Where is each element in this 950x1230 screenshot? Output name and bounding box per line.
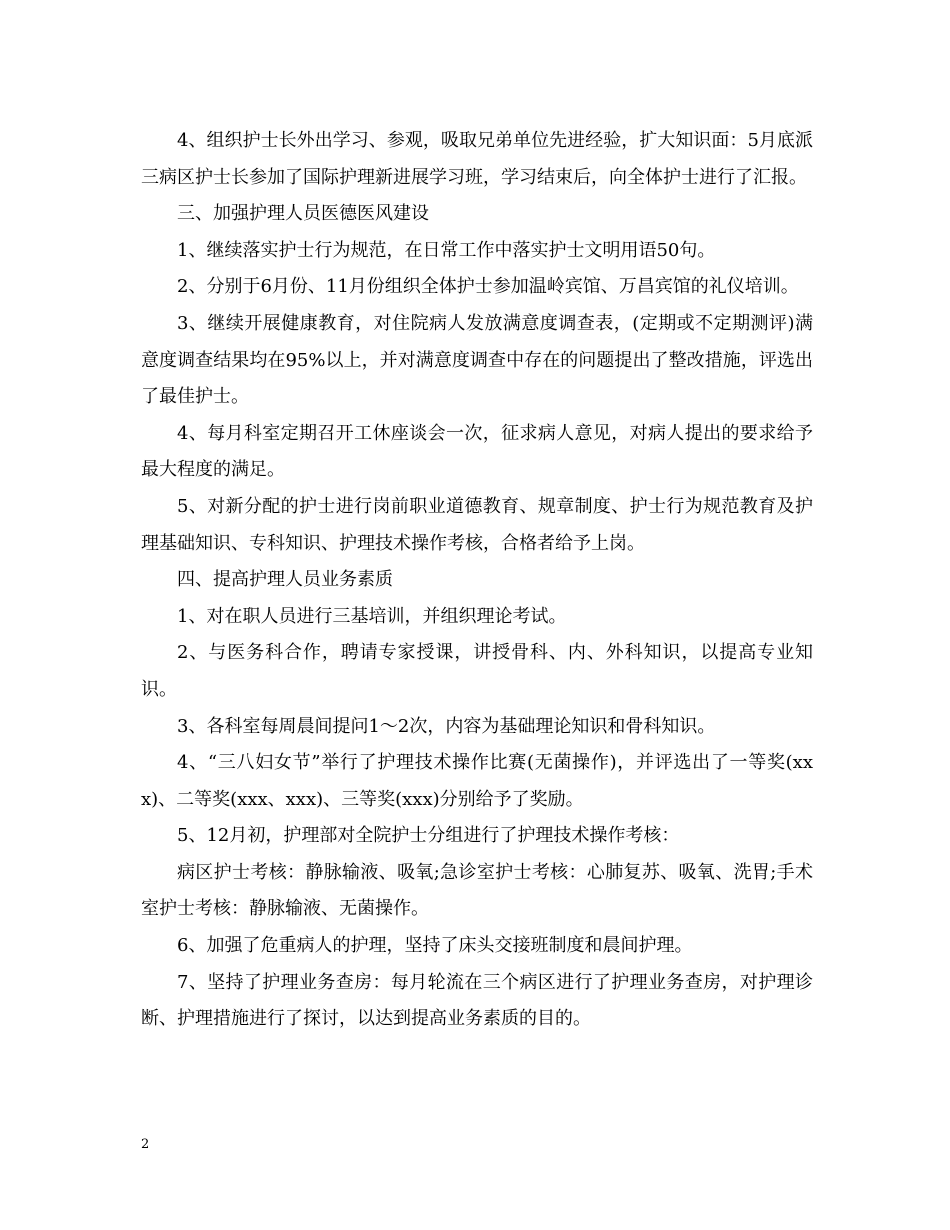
paragraph-item-5-skills-assessment: 5、12月初，护理部对全院护士分组进行了护理技术操作考核： — [177, 825, 680, 847]
paragraph-item-4-skills-competition: 4、“三八妇女节”举行了护理技术操作比赛(无菌操作)，并评选出了一等奖(xxx)、二等奖(xxx、xxx)、三等奖(xxx)分别给予了奖励。 — [141, 752, 813, 810]
paragraph-item-5-new-nurse-training: 5、对新分配的护士进行岗前职业道德教育、规章制度、护士行为规范教育及护理基础知识、专科知识、护理技术操作考核，合格者给予上岗。 — [141, 495, 813, 554]
paragraph-item-6-critical-care: 6、加强了危重病人的护理，坚持了床头交接班制度和晨间护理。 — [177, 935, 693, 957]
section-heading-4: 四、提高护理人员业务素质 — [177, 569, 393, 591]
paragraph-item-3-morning-questions: 3、各科室每周晨间提问1～2次，内容为基础理论知识和骨科知识。 — [177, 715, 716, 737]
paragraph-item-1-conduct-norms: 1、继续落实护士行为规范，在日常工作中落实护士文明用语50句。 — [177, 239, 716, 261]
page-number: 2 — [141, 1137, 150, 1152]
paragraph-item-1-basic-training: 1、对在职人员进行三基培训，并组织理论考试。 — [177, 605, 567, 627]
paragraph-item-4-study-visit: 4、组织护士长外出学习、参观，吸取兄弟单位先进经验，扩大知识面：5月底派三病区护士长参加了国际护理新进展学习班，学习结束后，向全体护士进行了汇报。 — [141, 130, 813, 188]
paragraph-item-4-patient-forum: 4、每月科室定期召开工休座谈会一次，征求病人意见，对病人提出的要求给予最大程度的满足。 — [141, 422, 813, 481]
section-heading-3: 三、加强护理人员医德医风建设 — [177, 203, 429, 225]
document-body — [141, 123, 813, 1038]
paragraph-item-2-expert-lectures: 2、与医务科合作，聘请专家授课，讲授骨科、内、外科知识，以提高专业知识。 — [141, 642, 813, 700]
paragraph-item-3-health-education: 3、继续开展健康教育，对住院病人发放满意度调查表，(定期或不定期测评)满意度调查结果均在95%以上，并对满意度调查中存在的问题提出了整改措施，评选出了最佳护士。 — [141, 312, 813, 408]
paragraph-item-7-ward-rounds: 7、坚持了护理业务查房：每月轮流在三个病区进行了护理业务查房，对护理诊断、护理措施进行了探讨，以达到提高业务素质的目的。 — [141, 971, 813, 1030]
paragraph-assessment-details: 病区护士考核：静脉输液、吸氧;急诊室护士考核：心肺复苏、吸氧、洗胃;手术室护士考核：静脉输液、无菌操作。 — [141, 861, 813, 920]
paragraph-item-2-etiquette-training: 2、分别于6月份、11月份组织全体护士参加温岭宾馆、万昌宾馆的礼仪培训。 — [177, 276, 799, 298]
